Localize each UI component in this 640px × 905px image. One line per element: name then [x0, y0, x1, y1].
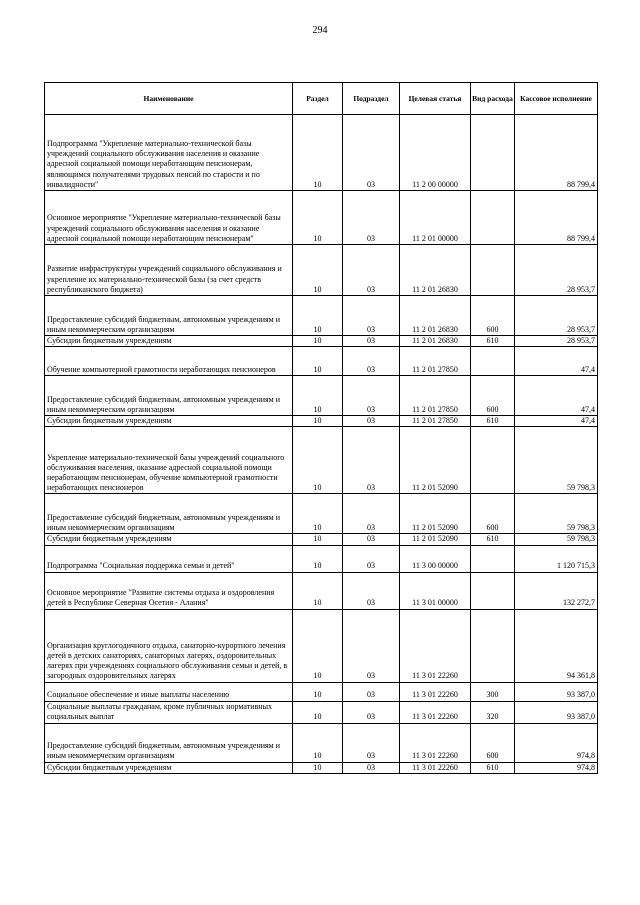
row-target-cell: 11 2 01 27850: [400, 347, 471, 376]
header-name: Наименование: [45, 83, 293, 115]
row-expense-type-cell: [471, 347, 515, 376]
row-amount-cell: 59 798,3: [515, 427, 598, 494]
row-section-cell: 10: [293, 682, 343, 701]
row-subsection-cell: 03: [343, 572, 400, 609]
table-header-row: [45, 83, 598, 115]
row-section-cell: 10: [293, 427, 343, 494]
row-amount-cell: 28 953,7: [515, 336, 598, 347]
row-name-cell: Субсидии бюджетным учреждениям: [45, 416, 293, 427]
row-amount-cell: 28 953,7: [515, 245, 598, 296]
row-expense-type-cell: 610: [471, 534, 515, 545]
row-section-cell: 10: [293, 545, 343, 572]
row-subsection-cell: 03: [343, 494, 400, 534]
row-expense-type-cell: 600: [471, 723, 515, 762]
row-amount-cell: 93 387,0: [515, 682, 598, 701]
row-name-cell: Развитие инфраструктуры учреждений социального обслуживания и укрепление их материально-технической базы (за счет средств республиканского бюджета): [45, 245, 293, 296]
table-row: [45, 347, 598, 376]
row-amount-cell: 47,4: [515, 347, 598, 376]
header-cash: Кассовое исполнение: [515, 83, 598, 115]
header-target: Целевая статья: [400, 83, 471, 115]
row-section-cell: 10: [293, 494, 343, 534]
page-number: 294: [312, 25, 328, 36]
table-row: [45, 245, 598, 296]
row-expense-type-cell: 600: [471, 296, 515, 336]
row-target-cell: 11 2 00 00000: [400, 115, 471, 191]
row-expense-type-cell: [471, 115, 515, 191]
row-section-cell: 10: [293, 609, 343, 682]
table-row: [45, 762, 598, 773]
row-target-cell: 11 2 01 52090: [400, 534, 471, 545]
row-amount-cell: 1 120 715,3: [515, 545, 598, 572]
row-section-cell: 10: [293, 416, 343, 427]
row-name-cell: Предоставление субсидий бюджетным, автономным учреждениям и иным некоммерческим организациям: [45, 723, 293, 762]
row-section-cell: 10: [293, 762, 343, 773]
row-amount-cell: 132 272,7: [515, 572, 598, 609]
row-name-cell: Подпрограмма "Укрепление материально-технической базы учреждений социального обслуживания населения и оказание адресной социальной помощи неработающим пенсионерам, являющимся получателями трудовых пенсий по старости и по инвалидности": [45, 115, 293, 191]
row-section-cell: 10: [293, 723, 343, 762]
row-section-cell: 10: [293, 701, 343, 723]
row-target-cell: 11 3 01 22260: [400, 701, 471, 723]
row-amount-cell: 47,4: [515, 376, 598, 416]
row-subsection-cell: 03: [343, 682, 400, 701]
row-section-cell: 10: [293, 115, 343, 191]
row-expense-type-cell: 610: [471, 416, 515, 427]
row-subsection-cell: 03: [343, 376, 400, 416]
header-section: Раздел: [293, 83, 343, 115]
row-target-cell: 11 2 01 52090: [400, 494, 471, 534]
row-expense-type-cell: [471, 572, 515, 609]
row-name-cell: Социальное обеспечение и иные выплаты населению: [45, 682, 293, 701]
row-subsection-cell: 03: [343, 427, 400, 494]
row-target-cell: 11 2 01 26830: [400, 245, 471, 296]
table-row: [45, 336, 598, 347]
row-name-cell: Субсидии бюджетным учреждениям: [45, 336, 293, 347]
table-row: [45, 682, 598, 701]
row-subsection-cell: 03: [343, 723, 400, 762]
row-expense-type-cell: [471, 191, 515, 245]
row-expense-type-cell: 320: [471, 701, 515, 723]
row-section-cell: 10: [293, 534, 343, 545]
row-amount-cell: 93 387,0: [515, 701, 598, 723]
row-target-cell: 11 2 01 00000: [400, 191, 471, 245]
row-name-cell: Основное мероприятие "Развитие системы отдыха и оздоровления детей в Республике Северная Осетия - Алания": [45, 572, 293, 609]
row-name-cell: Социальные выплаты гражданам, кроме публичных нормативных социальных выплат: [45, 701, 293, 723]
row-expense-type-cell: 600: [471, 376, 515, 416]
row-name-cell: Основное мероприятие "Укрепление материально-технической базы учреждений социального обслуживания населения и оказание адресной социальной помощи неработающим пенсионерам": [45, 191, 293, 245]
row-target-cell: 11 2 01 26830: [400, 296, 471, 336]
row-amount-cell: 974,8: [515, 723, 598, 762]
row-section-cell: 10: [293, 376, 343, 416]
row-amount-cell: 88 799,4: [515, 115, 598, 191]
row-name-cell: Субсидии бюджетным учреждениям: [45, 762, 293, 773]
row-name-cell: Организация круглогодичного отдыха, санаторно-курортного лечения детей в детских санаториях, санаторных лагерях, оздоровительных лагерях при учреждениях социального обслуживания семьи и детей, в загородных оздоровительных лагерях: [45, 609, 293, 682]
row-section-cell: 10: [293, 347, 343, 376]
row-subsection-cell: 03: [343, 545, 400, 572]
row-amount-cell: 47,4: [515, 416, 598, 427]
table-body: [45, 115, 598, 774]
budget-table: [44, 82, 598, 774]
row-target-cell: 11 2 01 27850: [400, 376, 471, 416]
header-subsection: Подраздел: [343, 83, 400, 115]
row-expense-type-cell: 610: [471, 762, 515, 773]
row-subsection-cell: 03: [343, 416, 400, 427]
row-subsection-cell: 03: [343, 245, 400, 296]
table-row: [45, 115, 598, 191]
row-amount-cell: 94 361,8: [515, 609, 598, 682]
table-row: [45, 427, 598, 494]
row-expense-type-cell: 610: [471, 336, 515, 347]
row-target-cell: 11 3 01 00000: [400, 572, 471, 609]
row-section-cell: 10: [293, 245, 343, 296]
row-subsection-cell: 03: [343, 347, 400, 376]
row-amount-cell: 59 798,3: [515, 494, 598, 534]
row-target-cell: 11 2 01 27850: [400, 416, 471, 427]
row-name-cell: Предоставление субсидий бюджетным, автономным учреждениям и иным некоммерческим организациям: [45, 494, 293, 534]
row-section-cell: 10: [293, 572, 343, 609]
row-expense-type-cell: 300: [471, 682, 515, 701]
table-row: [45, 723, 598, 762]
row-subsection-cell: 03: [343, 336, 400, 347]
row-amount-cell: 59 798,3: [515, 534, 598, 545]
row-section-cell: 10: [293, 296, 343, 336]
row-subsection-cell: 03: [343, 191, 400, 245]
row-amount-cell: 88 799,4: [515, 191, 598, 245]
row-section-cell: 10: [293, 336, 343, 347]
table-row: [45, 376, 598, 416]
row-target-cell: 11 2 01 52090: [400, 427, 471, 494]
row-subsection-cell: 03: [343, 115, 400, 191]
table-row: [45, 416, 598, 427]
table-row: [45, 609, 598, 682]
table-row: [45, 572, 598, 609]
row-subsection-cell: 03: [343, 701, 400, 723]
header-expense-type: Вид расхода: [471, 83, 515, 115]
row-name-cell: Подпрограмма "Социальная поддержка семьи и детей": [45, 545, 293, 572]
row-amount-cell: 28 953,7: [515, 296, 598, 336]
table-row: [45, 534, 598, 545]
row-name-cell: Предоставление субсидий бюджетным, автономным учреждениям и иным некоммерческим организациям: [45, 376, 293, 416]
row-subsection-cell: 03: [343, 762, 400, 773]
table-row: [45, 296, 598, 336]
row-section-cell: 10: [293, 191, 343, 245]
row-name-cell: Обучение компьютерной грамотности неработающих пенсионеров: [45, 347, 293, 376]
row-target-cell: 11 3 01 22260: [400, 682, 471, 701]
table-row: [45, 545, 598, 572]
row-subsection-cell: 03: [343, 534, 400, 545]
table-row: [45, 701, 598, 723]
table-row: [45, 191, 598, 245]
row-target-cell: 11 3 00 00000: [400, 545, 471, 572]
row-amount-cell: 974,8: [515, 762, 598, 773]
row-expense-type-cell: [471, 545, 515, 572]
row-target-cell: 11 3 01 22260: [400, 762, 471, 773]
row-name-cell: Укрепление материально-технической базы учреждений социального обслуживания населения, оказание адресной социальной помощи неработающим пенсионерам, обучение компьютерной грамотности неработающих пенсионеров: [45, 427, 293, 494]
row-expense-type-cell: [471, 427, 515, 494]
row-subsection-cell: 03: [343, 609, 400, 682]
row-target-cell: 11 3 01 22260: [400, 609, 471, 682]
row-target-cell: 11 3 01 22260: [400, 723, 471, 762]
row-name-cell: Предоставление субсидий бюджетным, автономным учреждениям и иным некоммерческим организациям: [45, 296, 293, 336]
row-name-cell: Субсидии бюджетным учреждениям: [45, 534, 293, 545]
table-row: [45, 494, 598, 534]
row-expense-type-cell: [471, 609, 515, 682]
row-expense-type-cell: 600: [471, 494, 515, 534]
row-target-cell: 11 2 01 26830: [400, 336, 471, 347]
row-expense-type-cell: [471, 245, 515, 296]
row-subsection-cell: 03: [343, 296, 400, 336]
